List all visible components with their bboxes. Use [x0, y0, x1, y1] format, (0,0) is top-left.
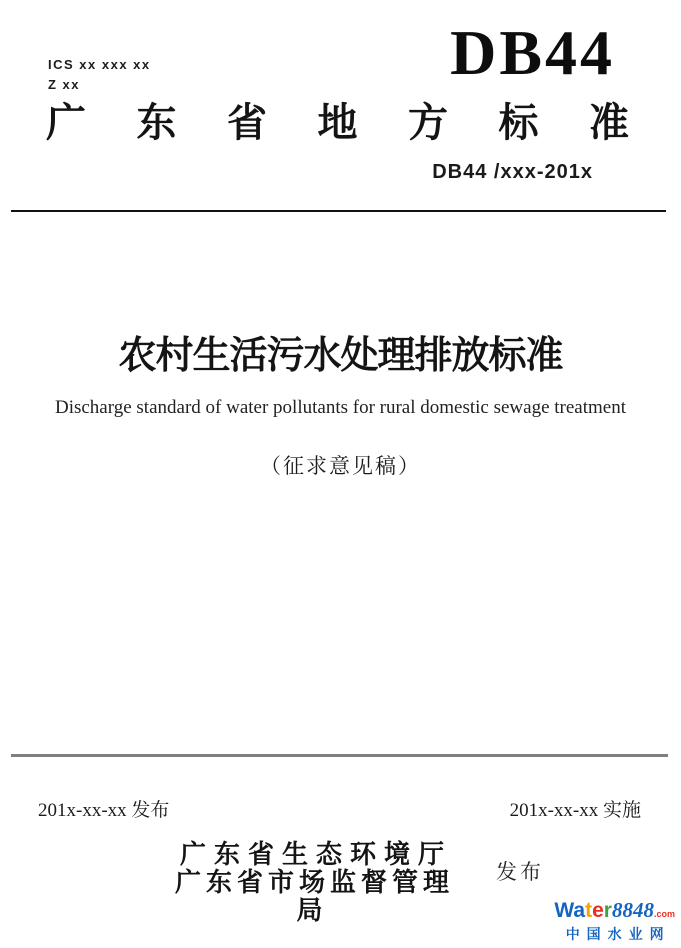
standard-name-char: 省	[227, 101, 267, 145]
footer-divider	[11, 754, 668, 757]
wordmark-number: 8848	[611, 898, 654, 922]
standard-name-char: 地	[317, 101, 358, 145]
main-title: 农村生活污水处理排放标准	[118, 335, 563, 377]
standard-name-char: 标	[498, 101, 539, 145]
draft-note: （征求意见稿）	[260, 454, 421, 478]
wordmark-letter: a	[573, 899, 586, 922]
standard-name-char: 广	[46, 101, 86, 145]
z-code: Z xx	[48, 77, 81, 92]
publisher-line1: 广东省生态环境厅	[179, 839, 452, 869]
water8848-wordmark	[554, 899, 675, 925]
wordmark-letter: W	[554, 899, 574, 922]
english-subtitle: Discharge standard of water pollutants for rural domestic sewage treatment	[54, 397, 627, 418]
publisher-line2: 广东省市场监督管理局	[174, 867, 454, 925]
wordmark-letter: r	[603, 899, 612, 922]
header-divider	[11, 210, 666, 212]
document-number: DB44 /xxx-201x	[432, 161, 593, 183]
dates-row	[38, 795, 641, 822]
publisher-block	[158, 841, 466, 924]
wordmark-tld: .com	[653, 909, 675, 919]
wordmark-letter: e	[592, 899, 604, 922]
wordmark-letter: t	[585, 899, 593, 922]
ics-code: ICS xx xxx xx	[48, 57, 151, 72]
water8848-logo	[554, 899, 675, 944]
implement-date: 201x-xx-xx 实施	[509, 800, 641, 821]
ics-codes	[48, 55, 151, 95]
standard-name-title	[46, 101, 629, 145]
standard-name-char: 东	[136, 101, 177, 145]
db44-logo: DB44	[450, 17, 615, 88]
standard-name-char: 方	[408, 101, 448, 145]
publish-label: 发布	[496, 861, 544, 884]
china-water-network-label: 中国水业网	[565, 926, 671, 942]
standard-name-char: 准	[589, 101, 629, 145]
issue-date: 201x-xx-xx 发布	[38, 800, 170, 821]
